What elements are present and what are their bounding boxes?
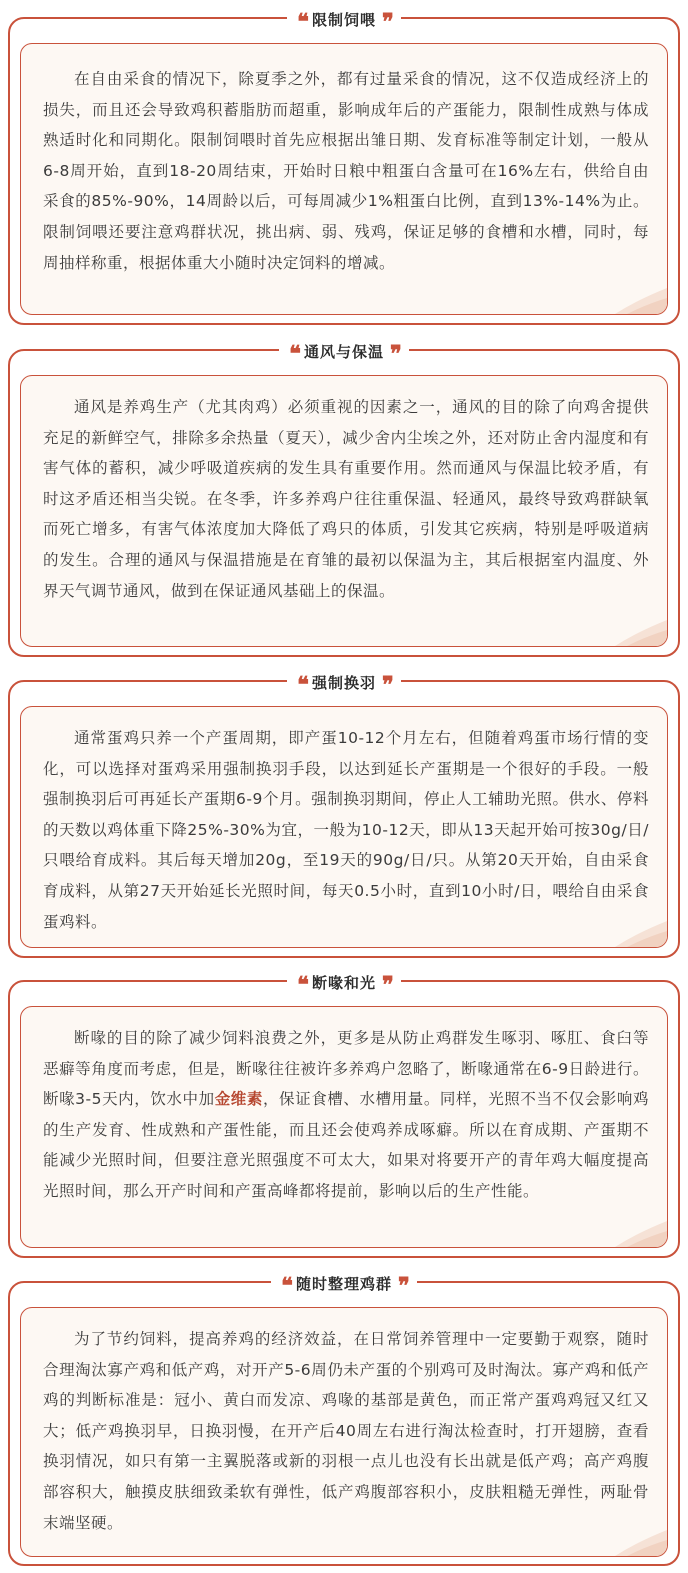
quote-close-icon: ❞	[382, 672, 391, 698]
section-title	[271, 1271, 417, 1299]
section-forced-molting	[8, 672, 680, 958]
body-text: ，保证食槽、水槽用量。同样，光照不当不仅会影响鸡的生产发育、性成熟和产蛋性能，而且还会使鸡养成啄癖。所以在育成期、产蛋期不能减少光照时间，但要注意光照强度不可太大，如果对将要开产的青年鸡大幅度提高光照时间，那么开产时间和产蛋高峰都将提前，影响以后的生产性能。	[43, 1090, 649, 1200]
section-card	[20, 1307, 668, 1557]
corner-wave-decoration	[607, 1512, 667, 1556]
quote-close-icon: ❞	[398, 1273, 407, 1299]
section-card	[20, 706, 668, 948]
section-feed-restriction	[8, 9, 680, 325]
section-title-text: 强制换羽	[311, 673, 376, 692]
section-title	[279, 339, 409, 367]
section-body	[43, 1023, 649, 1207]
quote-close-icon: ❞	[390, 341, 399, 367]
corner-wave-decoration	[607, 903, 667, 947]
quote-open-icon: ❝	[297, 672, 306, 698]
quote-open-icon: ❝	[297, 972, 306, 998]
section-card	[20, 375, 668, 647]
section-title-text: 断喙和光	[311, 973, 376, 992]
section-body: 在自由采食的情况下，除夏季之外，都有过量采食的情况，这不仅造成经济上的损失，而且还会导致鸡积蓄脂肪而超重，影响成年后的产蛋能力，限制性成熟与体成熟适时化和同期化。限制饲喂时首先应根据出雏日期、发育标准等制定计划，一般从6-8周开始，直到18-20周结束，开始时日粮中粗蛋白含量可在16%左右，供给自由采食的85%-90%，14周龄以后，可每周减少1%粗蛋白比例，直到13%-14%为止。限制饲喂还要注意鸡群状况，挑出病、弱、残鸡，保证足够的食槽和水槽，同时，每周抽样称重，根据体重大小随时决定饲料的增减。	[43, 70, 649, 272]
quote-close-icon: ❞	[382, 9, 391, 35]
corner-wave-decoration	[607, 270, 667, 314]
quote-open-icon: ❝	[297, 9, 306, 35]
corner-wave-decoration	[607, 1203, 667, 1247]
section-beak-trimming-light	[8, 972, 680, 1258]
section-title-text: 限制饲喂	[311, 10, 376, 29]
corner-wave-decoration	[607, 602, 667, 646]
quote-open-icon: ❝	[289, 341, 298, 367]
section-title	[287, 670, 401, 698]
section-title-text: 通风与保温	[303, 342, 384, 361]
body-text: 断喙的目的除了减少饲料浪费之外，更多是从防止鸡群发生啄羽、啄肛、食臼等恶癖等角度而考虑，但是，断喙往往被许多养鸡户忽略了，断喙通常在6-9日龄进行。断喙3-5天内，饮水中加	[43, 1029, 649, 1109]
section-title	[287, 7, 401, 35]
section-flock-culling	[8, 1273, 680, 1566]
section-card	[20, 43, 668, 315]
section-body: 通常蛋鸡只养一个产蛋周期，即产蛋10-12个月左右，但随着鸡蛋市场行情的变化，可以选择对蛋鸡采用强制换羽手段，以达到延长产蛋期是一个很好的手段。一般强制换羽后可再延长产蛋期6-9个月。强制换羽期间，停止人工辅助光照。供水、停料的天数以鸡体重下降25%-30%为宜，一般为10-12天，即从13天起开始可按30g/日/只喂给育成料。其后每天增加20g，至19天的90g/日/只。从第20天开始，自由采食育成料，从第27天开始延长光照时间，每天0.5小时，直到10小时/日，喂给自由采食蛋鸡料。	[43, 729, 649, 931]
quote-close-icon: ❞	[382, 972, 391, 998]
section-title-text: 随时整理鸡群	[295, 1274, 392, 1293]
section-body: 为了节约饲料，提高养鸡的经济效益，在日常饲养管理中一定要勤于观察，随时合理淘汰寡产鸡和低产鸡，对开产5-6周仍未产蛋的个别鸡可及时淘汰。寡产鸡和低产鸡的判断标准是：冠小、黄白而发凉、鸡喙的基部是黄色，而正常产蛋鸡鸡冠又红又大；低产鸡换羽早，日换羽慢，在开产后40周左右进行淘汰检查时，打开翅膀，查看换羽情况，如只有第一主翼脱落或新的羽根一点儿也没有长出就是低产鸡；高产鸡腹部容积大，触摸皮肤细致柔软有弹性，低产鸡腹部容积小，皮肤粗糙无弹性，两耻骨末端坚硬。	[43, 1330, 649, 1532]
section-card	[20, 1006, 668, 1248]
highlight-product-link[interactable]: 金维素	[214, 1090, 263, 1109]
section-title	[287, 970, 401, 998]
section-body: 通风是养鸡生产（尤其肉鸡）必须重视的因素之一，通风的目的除了向鸡舍提供充足的新鲜空气，排除多余热量（夏天），减少舍内尘埃之外，还对防止舍内湿度和有害气体的蓄积，减少呼吸道疾病的发生具有重要作用。然而通风与保温比较矛盾，有时这矛盾还相当尖锐。在冬季，许多养鸡户往往重保温、轻通风，最终导致鸡群缺氧而死亡增多，有害气体浓度加大降低了鸡只的体质，引发其它疾病，特别是呼吸道病的发生。合理的通风与保温措施是在育雏的最初以保温为主，其后根据室内温度、外界天气调节通风，做到在保证通风基础上的保温。	[43, 398, 649, 600]
section-ventilation	[8, 341, 680, 657]
quote-open-icon: ❝	[281, 1273, 290, 1299]
